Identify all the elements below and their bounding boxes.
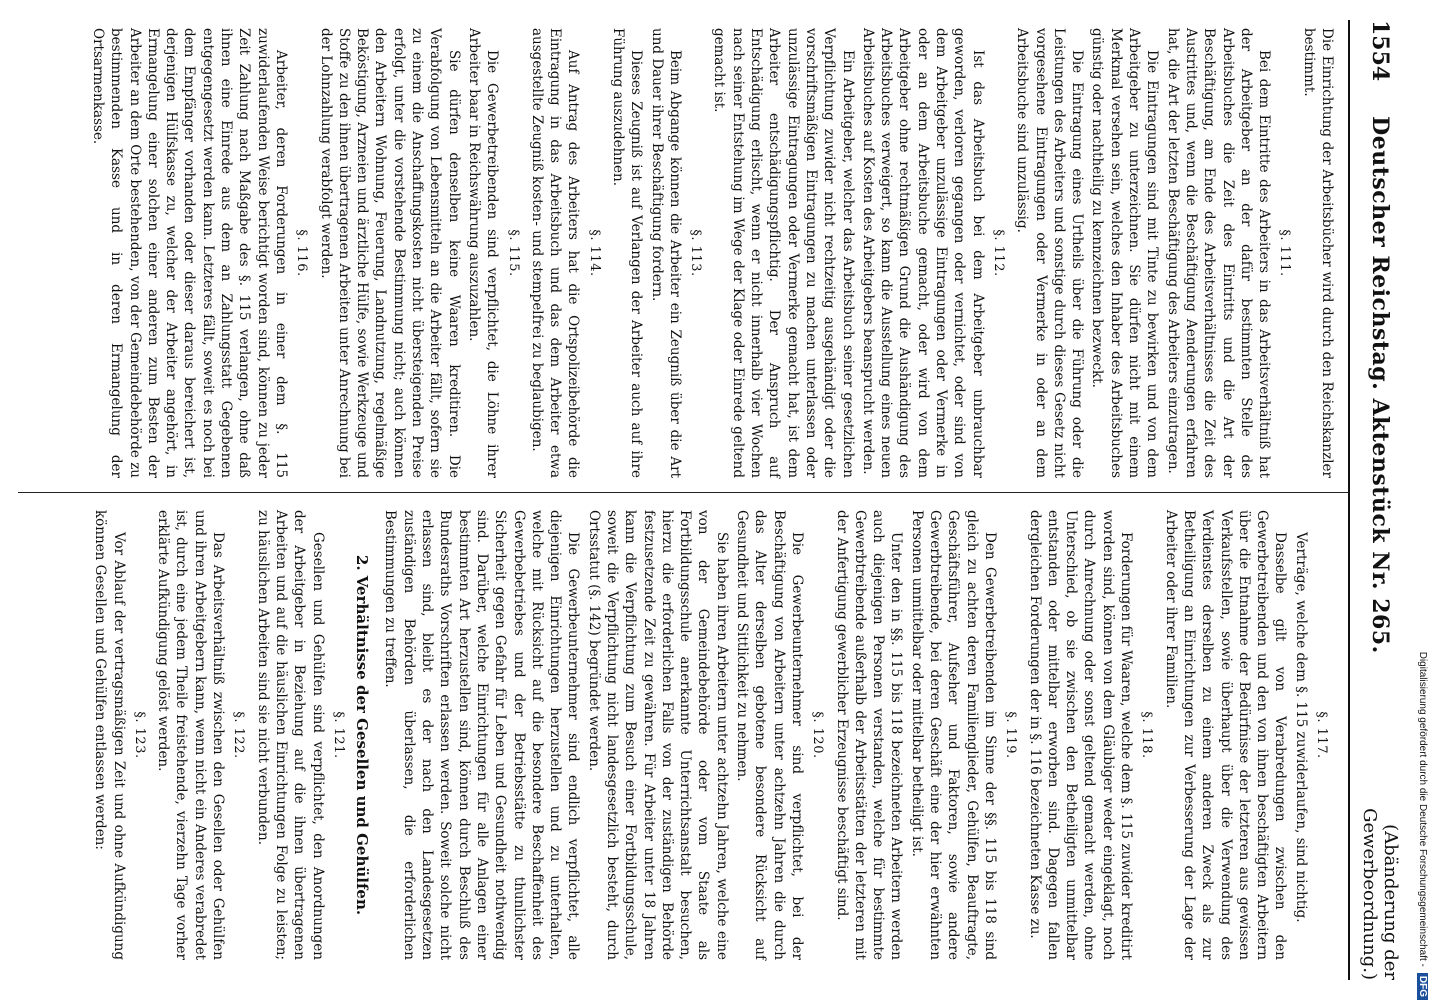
section-number: §. 114. bbox=[586, 229, 602, 277]
section-number: §. 120. bbox=[810, 711, 826, 759]
dfg-logo: DFG bbox=[1418, 973, 1429, 1000]
paragraph: Die Gewerbeunternehmer sind endlich verpflichtet, alle diejenigen Einrichtungen herzustellen und zu unterhalten, welche mit Rücksicht auf die besondere Beschaffenheit des Gewerbebetriebes und der Betriebsstätte zu thunlichster Sicherheit gegen Gefahr für Leben und Gesundheit nothwendig sind. Darüber, welche Einrichtungen für alle Anlagen einer bestimmten Art herzustellen sind, können durch Beschluß des Bundesraths Vorschriften erlassen werden. Soweit solche nicht erlassen sind, bleibt es der nach den Landesgesetzen zuständigen Behörden überlassen, die erforderlichen Bestimmungen zu treffen. bbox=[382, 510, 582, 960]
section-number: §. 117. bbox=[1314, 711, 1329, 759]
section-number: §. 121. bbox=[330, 711, 346, 759]
section-number: §. 118. bbox=[1139, 711, 1155, 759]
paragraph: Ein Arbeitgeber, welcher das Arbeitsbuch seiner gesetzlichen Verpflichtung zuwider nicht rechtzeitig ausgehändigt oder die vorschriftsmäßigen Eintragungen zu machen unterlassen oder unzulässige Eintragungen oder Vermerke gemacht hat, ist dem Arbeiter entschädigungspflichtig. Der Anspruch auf Entschädigung erlischt, wenn er nicht innerhalb vier Wochen nach seiner Entstehung im Wege der Klage oder Einrede geltend gemacht ist. bbox=[711, 28, 856, 478]
paragraph: Beim Abgange können die Arbeiter ein Zeugniß über die Art und Dauer ihrer Beschäftigung fordern. bbox=[648, 28, 683, 478]
right-column bbox=[89, 510, 1336, 960]
section-number: §. 116. bbox=[294, 229, 310, 277]
paragraph: Gesellen und Gehülfen sind verpflichtet, den Anordnungen der Arbeitgeber in Beziehung auf die ihnen übertragenen Arbeiten und auf die häuslichen Einrichtungen Folge zu leisten; zu häuslichen Arbeiten sind sie nicht verbunden. bbox=[254, 510, 326, 960]
section-number: §. 111. bbox=[1277, 229, 1293, 277]
section-number: §. 119. bbox=[1003, 711, 1019, 759]
paragraph: Ist das Arbeitsbuch bei dem Arbeitgeber unbrauchbar geworden, verloren gegangen oder vernichtet, oder sind von dem Arbeitgeber unzulässige Eintragungen oder Vermerke in oder an dem Arbeitsbuche gemacht, oder wird von dem Arbeitgeber ohne rechtmäßigen Grund die Aushändigung des Arbeitsbuches verweigert, so kann die Ausstellung eines neuen Arbeitsbuches auf Kosten des Arbeitgebers beansprucht werden. bbox=[859, 28, 986, 478]
paragraph: Den Gewerbetreibenden im Sinne der §§. 115 bis 118 sind gleich zu achten deren Familienglieder, Gehülfen, Beauftragte, Geschäftsführer, Aufseher und Faktoren, sowie andere Gewerbtreibende, bei deren Geschäft eine der hier erwähnten Personen unmittelbar oder mittelbar betheiligt ist. bbox=[908, 510, 998, 960]
paragraph: Die Einrichtung der Arbeitsbücher wird durch den Reichskanzler bestimmt. bbox=[1300, 28, 1335, 478]
section-number: §. 123. bbox=[131, 711, 147, 759]
digitization-sidebar bbox=[1414, 0, 1432, 1000]
section-number: §. 115. bbox=[505, 229, 521, 277]
paragraph: Forderungen für Waaren, welche dem §. 115 zuwider kreditirt worden sind, können von dem Gläubiger weder eingeklagt, noch durch Anrechnung oder sonst geltend gemacht werden, ohne Unterschied, ob sie zwischen den Betheiligten unmittelbar entstanden oder mittelbar erworben sind. Dagegen fallen dergleichen Forderungen der in §. 116 bezeichneten Kasse zu. bbox=[1026, 510, 1135, 960]
left-column bbox=[87, 28, 1336, 478]
paragraph: Die Gewerbeunternehmer sind verpflichtet, bei der Beschäftigung von Arbeitern unter achtzehn Jahren die durch das Alter derselben gebotene besondere Rücksicht auf Gesundheit und Sittlichkeit zu nehmen. bbox=[734, 510, 805, 960]
paragraph: Die Gewerbetreibenden sind verpflichtet, die Löhne ihrer Arbeiter baar in Reichswährung auszuzahlen. bbox=[465, 28, 501, 478]
paragraph: Verträge, welche dem §. 115 zuwiderlaufen, sind nichtig. bbox=[1292, 532, 1309, 923]
column-divider bbox=[18, 492, 1348, 493]
paragraph: Sie haben ihren Arbeitern unter achtzehn Jahren, welche eine von der Gemeindebehörde oder vom Staate als Fortbildungsschule anerkannte Unterrichtsanstalt besuchen, hierzu die erforderlichen Falls von der zuständigen Behörde festzusetzende Zeit zu gewähren. Für Arbeiter unter 18 Jahren kann die Verpflichtung zum Besuch einer Fortbildungsschule, soweit die Verpflichtung nicht landesgesetzlich besteht, durch Ortsstatut (§. 142) begründet werden. bbox=[585, 510, 730, 960]
section-number: §. 122. bbox=[231, 711, 247, 759]
page-subtitle: (Abänderung der Gewerbeordnung.) bbox=[1359, 808, 1401, 980]
section-number: §. 112. bbox=[990, 229, 1006, 277]
page-header bbox=[1348, 20, 1410, 980]
paragraph: Sie dürfen denselben keine Waaren kreditiren. Die Verabfolgung von Lebensmitteln an die Arbeiter fällt, sofern sie zu einem die Anschaffungskosten nicht übersteigenden Preise erfolgt, unter die vorstehende Bestimmung nicht; auch können den Arbeitern Wohnung, Feuerung, Landnutzung, regelmäßige Beköstigung, Arzneien und ärztliche Hülfe, sowie Werkzeuge und Stoffe zu den ihnen übertragenen Arbeiten unter Anrechnung bei der Lohnzahlung verabfolgt werden. bbox=[317, 28, 462, 478]
paragraph: Die Eintragung eines Urtheils über die Führung oder die Leistungen des Arbeiters und sonstige durch dieses Gesetz nicht vorgesehene Eintragungen oder Vermerke in oder an dem Arbeitsbuche sind unzulässig. bbox=[1014, 28, 1086, 478]
page-title: Deutscher Reichstag. Aktenstück Nr. 265. bbox=[1367, 116, 1393, 654]
section-number: §. 113. bbox=[688, 229, 704, 277]
sidebar-credit-text: Digitalisierung gefördert durch die Deutsche Forschungsgemeinschaft - bbox=[1417, 651, 1429, 967]
paragraph: Unter den in §§. 115 bis 118 bezeichneten Arbeitern werden auch diejenigen Personen verstanden, welche für bestimmte Gewerbtreibende außerhalb der Arbeitsstätten der letzteren mit der Anfertigung gewerblicher Erzeugnisse beschäftigt sind. bbox=[833, 510, 905, 960]
paragraph: Dieses Zeugniß ist auf Verlangen der Arbeiter auch auf ihre Führung auszudehnen. bbox=[610, 28, 645, 478]
paragraph: Vor Ablauf der vertragsmäßigen Zeit und ohne Aufkündigung können Gesellen und Gehülfen entlassen werden: bbox=[92, 510, 127, 960]
paragraph: Arbeiter, deren Forderungen in einer dem §. 115 zuwiderlaufenden Weise berichtigt worden sind, können zu jeder Zeit Zahlung nach Maßgabe des §. 115 verlangen, ohne daß ihnen eine Einrede aus dem an Zahlungsstatt Gegebenen entgegengesetzt werden kann. Letzteres fällt, soweit es noch bei dem Empfänger vorhanden oder dieser daraus bereichert ist, derjenigen Hülfskasse zu, welcher der Arbeiter angehört, in Ermangelung einer solchen einer anderen zum Besten der Arbeiter an dem Orte bestehenden, von der Gemeindebehörde zu bestimmenden Kasse und in deren Ermangelung der Ortsarmenkasse. bbox=[90, 28, 289, 478]
paragraph: Bei dem Eintritte des Arbeiters in das Arbeitsverhältniß hat der Arbeitgeber an der dafür bestimmten Stelle des Arbeitsbuches die Zeit des Eintritts und die Art der Beschäftigung, am Ende des Arbeitsverhältnisses die Zeit des Austrittes und, wenn die Beschäftigung Aenderungen erfahren hat, die Art der letzten Beschäftigung des Arbeiters einzutragen. bbox=[1164, 28, 1273, 478]
paragraph: Auf Antrag des Arbeiters hat die Ortspolizeibehörde die Eintragung in das Arbeitsbuch und das dem Arbeiter etwa ausgestellte Zeugniß kosten- und stempelfrei zu beglaubigen. bbox=[528, 28, 582, 478]
page-number: 1554 bbox=[1367, 20, 1393, 82]
section-heading: 2. Verhältnisse der Gesellen und Gehülfen. bbox=[353, 554, 372, 916]
sidebar-credit bbox=[1414, 0, 1432, 1000]
paragraph: Das Arbeitsverhältniß zwischen den Gesellen oder Gehülfen und ihren Arbeitgebern kann, wenn nicht ein Anderes verabredet ist, durch eine jedem Theile freistehende, vierzehn Tage vorher erklärte Aufkündigung gelöst werden. bbox=[155, 510, 227, 960]
paragraph: Die Eintragungen sind mit Tinte zu bewirken und von dem Arbeitgeber zu unterzeichnen. Sie dürfen nicht mit einem Merkmal versehen sein, welches den Inhaber des Arbeitsbuches günstig oder nachtheilig zu kennzeichnen bezweckt. bbox=[1089, 28, 1161, 478]
paragraph: Dasselbe gilt von Verabredungen zwischen den Gewerbetreibenden und den von ihnen beschäftigten Arbeitern über die Entnahme der Bedürfnisse der letzteren aus gewissen Verkaufsstellen, sowie überhaupt über die Verwendung des Verdienstes derselben zu einem anderen Zweck als zur Betheiligung an Einrichtungen zur Verbesserung der Lage der Arbeiter oder ihrer Familien. bbox=[1162, 510, 1289, 960]
